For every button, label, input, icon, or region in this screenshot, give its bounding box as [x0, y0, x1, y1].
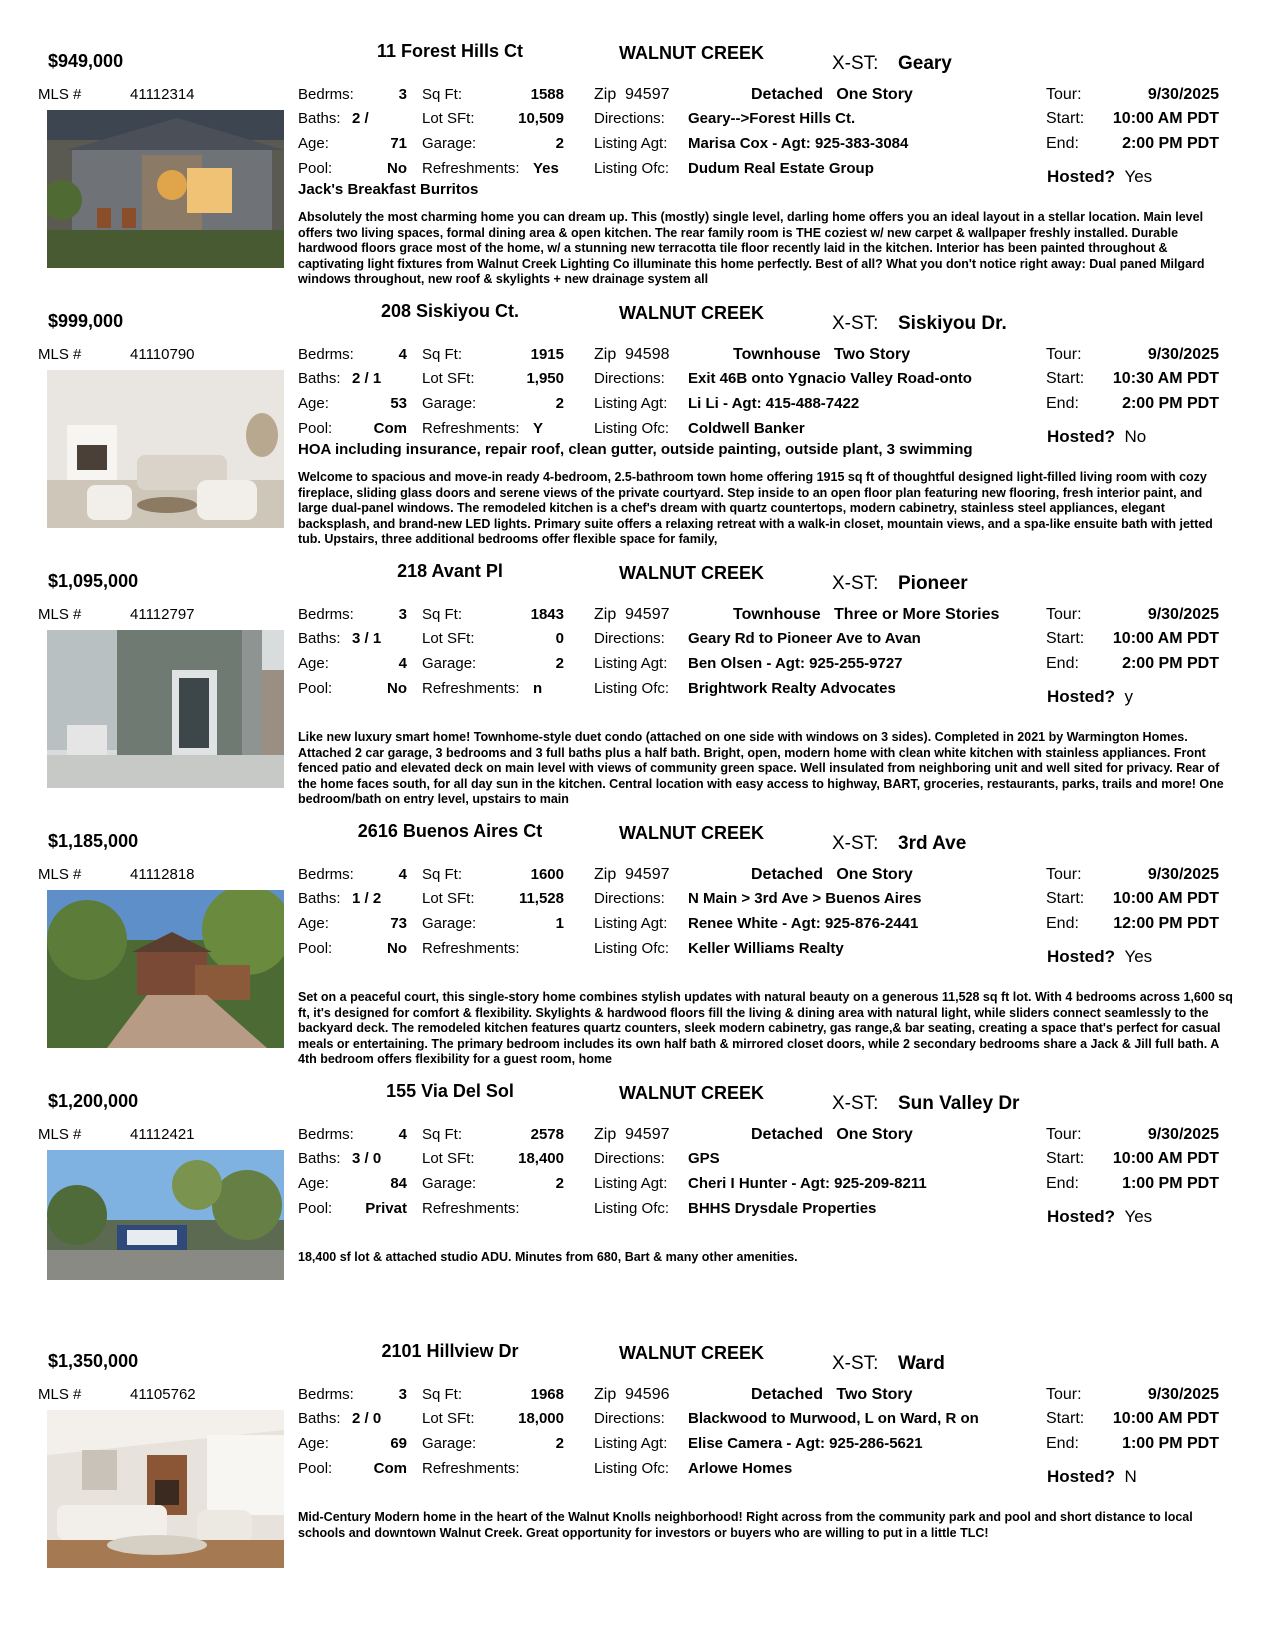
pool-label: Pool: — [298, 1460, 333, 1477]
lot-label: Lot SFt: — [422, 630, 475, 647]
start-time: 10:00 AM PDT — [1112, 630, 1219, 647]
refreshments-value: Yes — [533, 160, 559, 177]
end-label: End: — [1046, 1435, 1079, 1452]
end-time: 1:00 PM PDT — [1122, 1435, 1219, 1452]
listing-address: 2616 Buenos Aires Ct — [357, 821, 543, 841]
listing-address: 218 Avant Pl — [397, 561, 503, 581]
garage-value: 2 — [555, 135, 564, 152]
listing-agent-label: Listing Agt: — [594, 135, 668, 152]
tour-date: 9/30/2025 — [1147, 346, 1219, 363]
hosted-value: No — [1124, 427, 1147, 446]
listing-office-label: Listing Ofc: — [594, 940, 670, 957]
end-time: 1:00 PM PDT — [1122, 1175, 1219, 1192]
lot-value: 0 — [555, 630, 564, 647]
lot-label: Lot SFt: — [422, 1150, 475, 1167]
zip-value: 94597 — [625, 606, 670, 623]
sqft-value: 1843 — [530, 606, 564, 623]
bedrooms-label: Bedrms: — [298, 1126, 354, 1143]
cross-street-label: X-ST: — [832, 313, 879, 334]
listing-photo — [47, 1150, 284, 1280]
garage-label: Garage: — [422, 1435, 477, 1452]
listing-card — [0, 1073, 1275, 1333]
cross-street-value: Pioneer — [898, 573, 968, 594]
listing-city: WALNUT CREEK — [619, 303, 764, 323]
pool-label: Pool: — [298, 940, 333, 957]
pool-value: No — [387, 160, 407, 177]
property-type: Townhouse Two Story — [733, 346, 911, 363]
age-label: Age: — [298, 915, 329, 932]
age-value: 69 — [390, 1435, 407, 1452]
hosted-field — [1047, 167, 1152, 187]
property-type: Detached Two Story — [751, 1386, 913, 1403]
lot-value: 18,000 — [518, 1410, 564, 1427]
age-label: Age: — [298, 655, 329, 672]
sqft-value: 1588 — [530, 86, 564, 103]
end-label: End: — [1046, 395, 1079, 412]
age-value: 73 — [390, 915, 407, 932]
mls-number: 41112797 — [130, 606, 195, 623]
hosted-label: Hosted? — [1047, 947, 1115, 966]
sqft-label: Sq Ft: — [422, 606, 463, 623]
mls-number: 41105762 — [130, 1386, 196, 1403]
baths-value: 3 / 1 — [352, 630, 382, 647]
baths-label: Baths: — [298, 1410, 341, 1427]
mls-label: MLS # — [38, 86, 82, 103]
refreshments-label: Refreshments: — [422, 420, 520, 437]
directions-label: Directions: — [594, 1410, 665, 1427]
mls-label: MLS # — [38, 1126, 82, 1143]
bedrooms-label: Bedrms: — [298, 866, 354, 883]
bedrooms-value: 4 — [398, 1126, 407, 1143]
cross-street-label: X-ST: — [832, 573, 879, 594]
hosted-value: Yes — [1124, 1207, 1153, 1226]
zip-label: Zip — [594, 346, 617, 363]
garage-label: Garage: — [422, 655, 477, 672]
listing-address: 155 Via Del Sol — [386, 1081, 514, 1101]
pool-value: Com — [373, 1460, 407, 1477]
property-type: Townhouse Three or More Stories — [733, 606, 1000, 623]
zip-value: 94597 — [625, 86, 670, 103]
garage-value: 2 — [555, 1175, 564, 1192]
cross-street-label: X-ST: — [832, 833, 879, 854]
listing-office-value: Dudum Real Estate Group — [688, 160, 874, 177]
listing-card — [0, 1333, 1275, 1593]
listing-note: HOA including insurance, repair roof, clean gutter, outside painting, outside plant, 3 swimming — [298, 441, 973, 458]
refreshments-value: n — [533, 680, 543, 697]
mls-label: MLS # — [38, 1386, 82, 1403]
mls-label: MLS # — [38, 606, 82, 623]
listing-card — [0, 33, 1275, 293]
bedrooms-value: 3 — [398, 1386, 407, 1403]
sqft-value: 2578 — [530, 1126, 564, 1143]
zip-label: Zip — [594, 866, 617, 883]
listing-agent-value: Elise Camera - Agt: 925-286-5621 — [688, 1435, 923, 1452]
zip-label: Zip — [594, 86, 617, 103]
tour-date: 9/30/2025 — [1147, 606, 1219, 623]
age-label: Age: — [298, 135, 329, 152]
lot-label: Lot SFt: — [422, 370, 475, 387]
end-label: End: — [1046, 915, 1079, 932]
bedrooms-label: Bedrms: — [298, 346, 354, 363]
listing-photo — [47, 890, 284, 1048]
property-type: Detached One Story — [751, 866, 913, 883]
age-value: 71 — [390, 135, 407, 152]
listing-price: $1,200,000 — [48, 1091, 139, 1111]
property-type: Detached One Story — [751, 1126, 913, 1143]
age-value: 84 — [390, 1175, 407, 1192]
garage-value: 2 — [555, 395, 564, 412]
listing-description: Welcome to spacious and move-in ready 4-bedroom, 2.5-bathroom town home offering 1915 sq ft of thoughtful designed light-filled living room with cozy fireplace, sliding glass doors and serene views of the private courtyard. Step inside to an open floor plan featuring new flooring, fresh interior paint, and large dual-panel windows. The remodeled kitchen is a chef's dream with quartz countertops, modern cabinetry, stainless steel appliances, elegant backsplash, and brand-new LED lights. Primary suite offers a relaxing retreat with a walk-in closet, mountain views, and a spa-like ensuite bath with jetted tub. Upstairs, three additional bedrooms offer flexible space for family, — [298, 470, 1213, 546]
zip-value: 94597 — [625, 866, 670, 883]
directions-label: Directions: — [594, 370, 665, 387]
baths-label: Baths: — [298, 110, 341, 127]
garage-label: Garage: — [422, 135, 477, 152]
end-label: End: — [1046, 1175, 1079, 1192]
listing-agent-value: Ben Olsen - Agt: 925-255-9727 — [688, 655, 903, 672]
directions-value: Exit 46B onto Ygnacio Valley Road-onto — [688, 370, 972, 387]
listing-agent-label: Listing Agt: — [594, 395, 668, 412]
bedrooms-label: Bedrms: — [298, 1386, 354, 1403]
sqft-label: Sq Ft: — [422, 866, 463, 883]
cross-street-value: Ward — [898, 1353, 945, 1374]
hosted-label: Hosted? — [1047, 1467, 1115, 1486]
listing-city: WALNUT CREEK — [619, 563, 764, 583]
baths-value: 2 / 0 — [352, 1410, 382, 1427]
lot-value: 18,400 — [518, 1150, 564, 1167]
start-time: 10:00 AM PDT — [1112, 890, 1219, 907]
pool-label: Pool: — [298, 420, 333, 437]
directions-label: Directions: — [594, 630, 665, 647]
listing-agent-value: Marisa Cox - Agt: 925-383-3084 — [688, 135, 909, 152]
age-label: Age: — [298, 1435, 329, 1452]
listing-photo — [47, 110, 284, 268]
listing-office-value: Brightwork Realty Advocates — [688, 680, 896, 697]
pool-value: No — [387, 940, 407, 957]
listing-agent-label: Listing Agt: — [594, 915, 668, 932]
lot-label: Lot SFt: — [422, 1410, 475, 1427]
bedrooms-label: Bedrms: — [298, 606, 354, 623]
listing-city: WALNUT CREEK — [619, 1083, 764, 1103]
listing-card — [0, 813, 1275, 1073]
tour-label: Tour: — [1046, 86, 1082, 103]
directions-label: Directions: — [594, 1150, 665, 1167]
tour-date: 9/30/2025 — [1147, 86, 1219, 103]
directions-value: Blackwood to Murwood, L on Ward, R on — [688, 1410, 979, 1427]
tour-date: 9/30/2025 — [1147, 866, 1219, 883]
pool-value: Com — [373, 420, 407, 437]
listing-description: Absolutely the most charming home you can dream up. This (mostly) single level, darling home offers you an ideal layout in a stellar location. Main level offers two living spaces, formal dining area & open kitchen. The rear family room is THE coziest w/ new carpet & wallpaper freshly installed. Durable hardwood floors grace most of the home, w/ a stunning new terracotta tile floor recently laid in the kitchen. Interior has been painted throughout & captivating light fixtures from Walnut Creek Lighting Co illuminate this home perfectly. Best of all? What you don't notice right away: Dual paned Milgard windows throughout, new roof & skylights + new drainage system all — [298, 210, 1205, 286]
start-label: Start: — [1046, 370, 1085, 387]
lot-value: 11,528 — [518, 890, 564, 907]
listing-photo — [47, 370, 284, 528]
refreshments-label: Refreshments: — [422, 680, 520, 697]
mls-number: 41112421 — [130, 1126, 195, 1143]
hosted-field — [1047, 427, 1146, 447]
start-label: Start: — [1046, 630, 1085, 647]
mls-label: MLS # — [38, 346, 82, 363]
hosted-value: Yes — [1124, 947, 1153, 966]
listing-agent-value: Li Li - Agt: 415-488-7422 — [688, 395, 860, 412]
end-time: 2:00 PM PDT — [1122, 135, 1219, 152]
sqft-label: Sq Ft: — [422, 346, 463, 363]
cross-street-value: Sun Valley Dr — [898, 1093, 1020, 1114]
listing-price: $1,185,000 — [48, 831, 139, 851]
directions-value: N Main > 3rd Ave > Buenos Aires — [688, 890, 922, 907]
refreshments-label: Refreshments: — [422, 160, 520, 177]
cross-street-value: Siskiyou Dr. — [898, 313, 1007, 334]
end-label: End: — [1046, 655, 1079, 672]
directions-value: GPS — [688, 1150, 720, 1167]
listing-city: WALNUT CREEK — [619, 823, 764, 843]
listing-price: $999,000 — [48, 311, 124, 331]
zip-value: 94596 — [625, 1386, 670, 1403]
listing-office-label: Listing Ofc: — [594, 1200, 670, 1217]
listing-agent-value: Renee White - Agt: 925-876-2441 — [688, 915, 919, 932]
baths-label: Baths: — [298, 1150, 341, 1167]
baths-value: 3 / 0 — [352, 1150, 382, 1167]
listing-address: 11 Forest Hills Ct — [376, 41, 524, 61]
hosted-field — [1047, 1207, 1152, 1227]
pool-value: No — [387, 680, 407, 697]
refreshments-label: Refreshments: — [422, 1460, 520, 1477]
start-time: 10:00 AM PDT — [1112, 1410, 1219, 1427]
directions-label: Directions: — [594, 110, 665, 127]
listing-description: 18,400 sf lot & attached studio ADU. Minutes from 680, Bart & many other amenities. — [298, 1250, 798, 1264]
cross-street-label: X-ST: — [832, 53, 879, 74]
end-label: End: — [1046, 135, 1079, 152]
listing-photo — [47, 630, 284, 788]
baths-label: Baths: — [298, 890, 341, 907]
listing-office-label: Listing Ofc: — [594, 680, 670, 697]
garage-value: 2 — [555, 1435, 564, 1452]
tour-date: 9/30/2025 — [1147, 1126, 1219, 1143]
directions-label: Directions: — [594, 890, 665, 907]
bedrooms-value: 3 — [398, 606, 407, 623]
baths-label: Baths: — [298, 370, 341, 387]
listing-address: 2101 Hillview Dr — [381, 1341, 519, 1361]
listing-office-value: Coldwell Banker — [688, 420, 805, 437]
sqft-label: Sq Ft: — [422, 1126, 463, 1143]
listing-office-value: BHHS Drysdale Properties — [688, 1200, 877, 1217]
tour-label: Tour: — [1046, 346, 1082, 363]
sqft-label: Sq Ft: — [422, 1386, 463, 1403]
mls-number: 41112818 — [130, 866, 195, 883]
lot-value: 1,950 — [526, 370, 564, 387]
refreshments-label: Refreshments: — [422, 940, 520, 957]
end-time: 12:00 PM PDT — [1113, 915, 1219, 932]
cross-street-label: X-ST: — [832, 1353, 879, 1374]
zip-label: Zip — [594, 1386, 617, 1403]
listing-agent-value: Cheri I Hunter - Agt: 925-209-8211 — [688, 1175, 927, 1192]
sqft-value: 1915 — [530, 346, 564, 363]
start-label: Start: — [1046, 890, 1085, 907]
lot-label: Lot SFt: — [422, 110, 475, 127]
end-time: 2:00 PM PDT — [1122, 395, 1219, 412]
refreshments-label: Refreshments: — [422, 1200, 520, 1217]
bedrooms-value: 4 — [398, 346, 407, 363]
listing-office-label: Listing Ofc: — [594, 160, 670, 177]
hosted-field — [1047, 687, 1133, 707]
age-label: Age: — [298, 395, 329, 412]
start-time: 10:00 AM PDT — [1112, 110, 1219, 127]
baths-value: 1 / 2 — [352, 890, 382, 907]
hosted-field — [1047, 947, 1152, 967]
start-time: 10:30 AM PDT — [1112, 370, 1219, 387]
listing-city: WALNUT CREEK — [619, 43, 764, 63]
listing-description: Like new luxury smart home! Townhome-style duet condo (attached on one side with windows on 3 sides). Completed in 2021 by Warmington Homes. Attached 2 car garage, 3 bedrooms and 3 full baths plus a half bath. Bright, open, modern home with clean white kitchen with stainless appliances. Front fenced patio and elevated deck on main level with views of community green space. Well insulated from neighboring unit and well sited for privacy. Rear of the home faces south, for all day sun in the kitchen. Central location with easy access to highway, BART, groceries, restaurants, parks, trails and more! One bedroom/bath on entry level, upstairs to main — [298, 730, 1224, 806]
bedrooms-label: Bedrms: — [298, 86, 354, 103]
listing-description: Set on a peaceful court, this single-story home combines stylish updates with natural beauty on a generous 11,528 sq ft lot. With 4 bedrooms across 1,600 sq ft, it's designed for comfort & flexibility. Skylights & hardwood floors fill the living & dining area with natural light, while sliders connect seamlessly to the backyard deck. The remodeled kitchen features quartz counters, sleek modern cabinetry, gas range,& bar seating, creating a space that's perfect for casual meals or entertaining. The primary bedroom includes its own half bath & mirrored closet doors, while 2 secondary bedrooms share a Jack & Jill full bath. A 4th bedroom offers flexibility for a guest room, home — [298, 990, 1233, 1066]
mls-number: 41110790 — [130, 346, 195, 363]
tour-label: Tour: — [1046, 606, 1082, 623]
tour-date: 9/30/2025 — [1147, 1386, 1219, 1403]
end-time: 2:00 PM PDT — [1122, 655, 1219, 672]
cross-street-label: X-ST: — [832, 1093, 879, 1114]
bedrooms-value: 4 — [398, 866, 407, 883]
age-value: 4 — [398, 655, 407, 672]
listing-card — [0, 293, 1275, 553]
hosted-value: Yes — [1124, 167, 1153, 186]
tour-label: Tour: — [1046, 1386, 1082, 1403]
start-label: Start: — [1046, 110, 1085, 127]
baths-label: Baths: — [298, 630, 341, 647]
listing-price: $949,000 — [48, 51, 124, 71]
mls-label: MLS # — [38, 866, 82, 883]
pool-label: Pool: — [298, 1200, 333, 1217]
lot-value: 10,509 — [518, 110, 564, 127]
age-label: Age: — [298, 1175, 329, 1192]
listing-agent-label: Listing Agt: — [594, 655, 668, 672]
tour-label: Tour: — [1046, 1126, 1082, 1143]
pool-value: Privat — [365, 1200, 407, 1217]
start-label: Start: — [1046, 1150, 1085, 1167]
baths-value: 2 / — [352, 110, 369, 127]
zip-value: 94598 — [625, 346, 670, 363]
garage-label: Garage: — [422, 395, 477, 412]
garage-label: Garage: — [422, 1175, 477, 1192]
start-time: 10:00 AM PDT — [1112, 1150, 1219, 1167]
listing-note: Jack's Breakfast Burritos — [298, 181, 479, 198]
listing-agent-label: Listing Agt: — [594, 1175, 668, 1192]
directions-value: Geary-->Forest Hills Ct. — [688, 110, 856, 127]
pool-label: Pool: — [298, 680, 333, 697]
listing-city: WALNUT CREEK — [619, 1343, 764, 1363]
sqft-value: 1600 — [530, 866, 564, 883]
start-label: Start: — [1046, 1410, 1085, 1427]
zip-label: Zip — [594, 606, 617, 623]
baths-value: 2 / 1 — [352, 370, 382, 387]
garage-value: 2 — [555, 655, 564, 672]
listing-price: $1,350,000 — [48, 1351, 139, 1371]
listing-photo — [47, 1410, 284, 1568]
listing-card — [0, 553, 1275, 813]
zip-value: 94597 — [625, 1126, 670, 1143]
hosted-label: Hosted? — [1047, 167, 1115, 186]
cross-street-value: Geary — [898, 53, 952, 74]
listing-office-value: Keller Williams Realty — [688, 940, 844, 957]
hosted-value: y — [1124, 687, 1133, 706]
hosted-label: Hosted? — [1047, 687, 1115, 706]
garage-label: Garage: — [422, 915, 477, 932]
property-type: Detached One Story — [751, 86, 913, 103]
listing-agent-label: Listing Agt: — [594, 1435, 668, 1452]
hosted-value: N — [1124, 1467, 1137, 1486]
lot-label: Lot SFt: — [422, 890, 475, 907]
tour-label: Tour: — [1046, 866, 1082, 883]
garage-value: 1 — [555, 915, 564, 932]
listing-office-label: Listing Ofc: — [594, 420, 670, 437]
sqft-label: Sq Ft: — [422, 86, 463, 103]
listing-office-value: Arlowe Homes — [688, 1460, 793, 1477]
zip-label: Zip — [594, 1126, 617, 1143]
mls-number: 41112314 — [130, 86, 195, 103]
directions-value: Geary Rd to Pioneer Ave to Avan — [688, 630, 921, 647]
refreshments-value: Y — [533, 420, 544, 437]
cross-street-value: 3rd Ave — [898, 833, 967, 854]
hosted-label: Hosted? — [1047, 427, 1115, 446]
pool-label: Pool: — [298, 160, 333, 177]
listing-description: Mid-Century Modern home in the heart of the Walnut Knolls neighborhood! Right across from the community park and pool and short distance to local schools and downtown Walnut Creek. Great opportunity for investors or buyers who are willing to put in a little TLC! — [298, 1510, 1193, 1540]
listing-address: 208 Siskiyou Ct. — [380, 301, 520, 321]
listing-office-label: Listing Ofc: — [594, 1460, 670, 1477]
sqft-value: 1968 — [530, 1386, 564, 1403]
hosted-label: Hosted? — [1047, 1207, 1115, 1226]
bedrooms-value: 3 — [398, 86, 407, 103]
hosted-field — [1047, 1467, 1137, 1487]
age-value: 53 — [390, 395, 407, 412]
listing-price: $1,095,000 — [48, 571, 139, 591]
